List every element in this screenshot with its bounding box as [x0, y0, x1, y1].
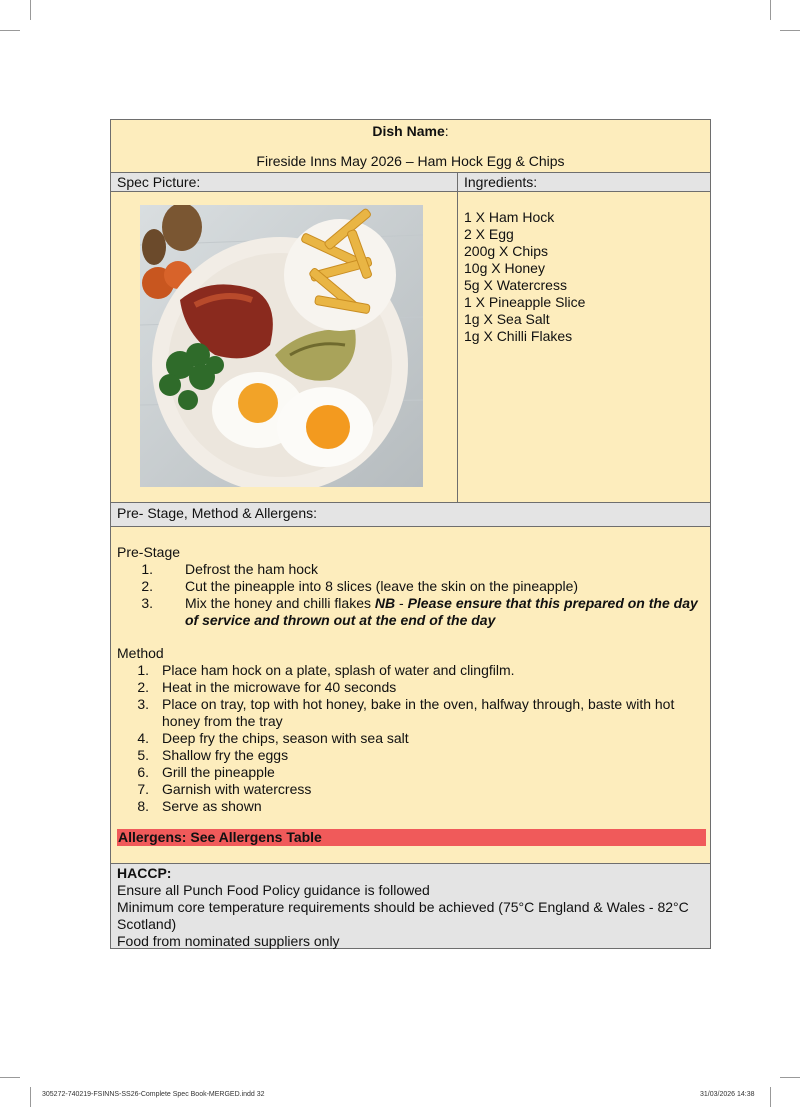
- crop-mark: [0, 1077, 20, 1078]
- prestage-list: [117, 561, 704, 629]
- dish-name: Fireside Inns May 2026 – Ham Hock Egg & Chips: [256, 153, 565, 169]
- method-step: 6. Grill the pineapple: [137, 764, 275, 780]
- ingredient-item: 200g X Chips: [464, 243, 549, 259]
- footer-datetime: 31/03/2026 14:38: [700, 1091, 755, 1098]
- dish-name-label: Dish Name:: [372, 123, 449, 139]
- method-step: 7. Garnish with watercress: [137, 781, 312, 797]
- ingredient-item: 1 X Ham Hock: [464, 209, 555, 225]
- crop-mark: [30, 0, 31, 20]
- haccp-line: Minimum core temperature requirements should be achieved (75°C England & Wales - 82°C Scotland): [117, 899, 689, 932]
- prestage-title: Pre-Stage: [117, 544, 181, 560]
- ingredient-item: 1 X Pineapple Slice: [464, 294, 586, 310]
- prestage-step: 2. Cut the pineapple into 8 slices (leave the skin on the pineapple): [141, 578, 579, 594]
- picture-ingredient-headers: [111, 173, 710, 192]
- ingredient-item: 10g X Honey: [464, 260, 545, 276]
- haccp-section: [111, 864, 710, 948]
- method-step: 3. Place on tray, top with hot honey, bake in the oven, halfway through, baste with hot honey from the tray: [137, 696, 675, 729]
- spec-picture-cell: [111, 192, 458, 502]
- haccp-line: Ensure all Punch Food Policy guidance is followed: [117, 882, 430, 898]
- dish-name-row: [111, 120, 710, 173]
- method-step: 8. Serve as shown: [137, 798, 262, 814]
- method-step: 4. Deep fry the chips, season with sea salt: [137, 730, 409, 746]
- ingredient-item: 1g X Sea Salt: [464, 311, 550, 327]
- crop-mark: [770, 0, 771, 20]
- prestage-step: 3. Mix the honey and chilli flakes NB - Please ensure that this prepared on the day of service and thrown out at the end of the day: [141, 595, 698, 628]
- allergens-banner: Allergens: See Allergens Table: [117, 829, 706, 846]
- prestage-step: 1. Defrost the ham hock: [141, 561, 319, 577]
- method-step: 2. Heat in the microwave for 40 seconds: [137, 679, 397, 695]
- haccp-line: Food from nominated suppliers only: [117, 933, 340, 949]
- method-step: 1. Place ham hock on a plate, splash of water and clingfilm.: [137, 662, 515, 678]
- ingredient-item: 5g X Watercress: [464, 277, 567, 293]
- method-section: [111, 527, 710, 864]
- dish-photo: [140, 205, 423, 487]
- footer-file: 305272-740219-FSINNS-SS26-Complete Spec Book-MERGED.indd 32: [42, 1091, 265, 1098]
- method-list: [117, 662, 704, 815]
- ingredients-list: [458, 192, 710, 502]
- method-step: 5. Shallow fry the eggs: [137, 747, 289, 763]
- method-title: Method: [117, 645, 164, 661]
- crop-mark: [0, 30, 20, 31]
- ingredient-item: 1g X Chilli Flakes: [464, 328, 573, 344]
- method-block: [117, 645, 704, 815]
- spec-picture-header: Spec Picture:: [111, 173, 458, 191]
- ingredients-header: Ingredients:: [464, 174, 538, 190]
- spec-sheet: [110, 119, 711, 949]
- picture-ingredient-row: [111, 192, 710, 503]
- haccp-title: HACCP:: [117, 865, 172, 881]
- prestage-block: [117, 544, 704, 629]
- crop-mark: [770, 1087, 771, 1107]
- method-section-header: Pre- Stage, Method & Allergens:: [111, 503, 710, 527]
- crop-mark: [780, 30, 800, 31]
- crop-mark: [30, 1087, 31, 1107]
- crop-mark: [780, 1077, 800, 1078]
- ingredient-item: 2 X Egg: [464, 226, 514, 242]
